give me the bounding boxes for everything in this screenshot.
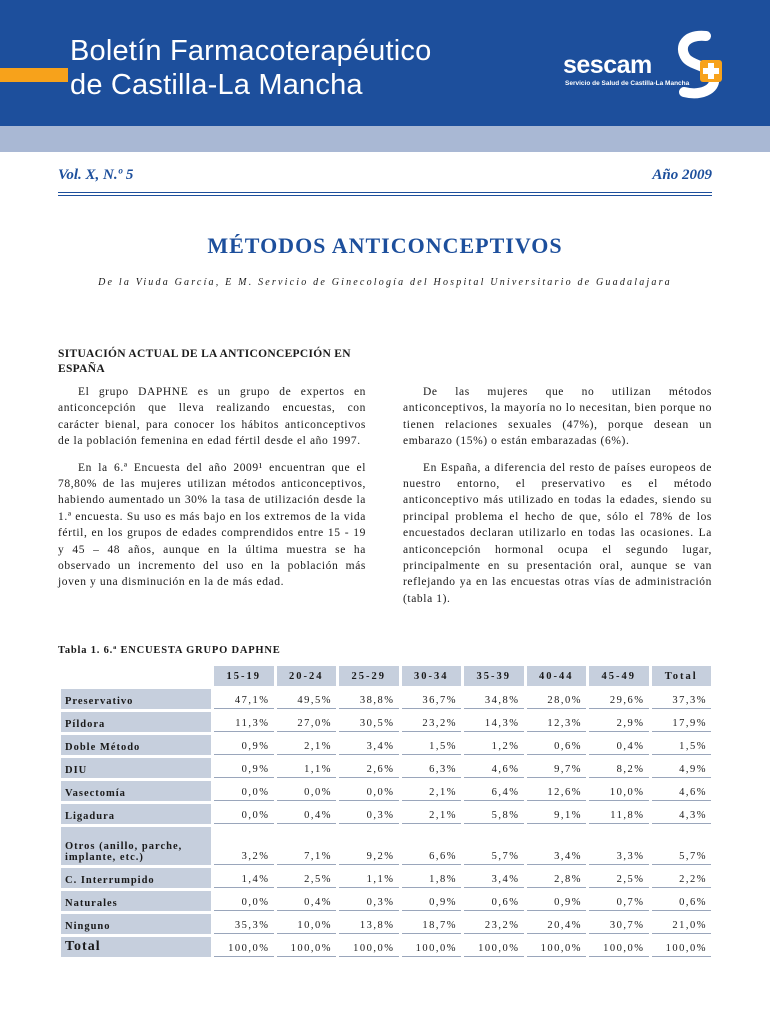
table-cell: 27,0% bbox=[277, 712, 337, 732]
row-label: Preservativo bbox=[61, 689, 211, 709]
table-cell: 12,3% bbox=[527, 712, 587, 732]
divider-top-second bbox=[58, 195, 712, 196]
table-cell: 100,0% bbox=[214, 937, 274, 957]
table-cell: 28,0% bbox=[527, 689, 587, 709]
column-header: 30-34 bbox=[402, 666, 462, 686]
table-cell: 0,0% bbox=[214, 804, 274, 824]
table-cell: 4,9% bbox=[652, 758, 712, 778]
table-row bbox=[61, 781, 711, 801]
column-header: 40-44 bbox=[527, 666, 587, 686]
table-cell: 12,6% bbox=[527, 781, 587, 801]
table-cell: 5,7% bbox=[652, 827, 712, 865]
table-cell: 9,1% bbox=[527, 804, 587, 824]
table-cell: 3,4% bbox=[527, 827, 587, 865]
table-cell: 35,3% bbox=[214, 914, 274, 934]
left-column bbox=[58, 384, 366, 601]
table-cell: 11,8% bbox=[589, 804, 649, 824]
header-accent-bar bbox=[0, 68, 68, 82]
table-cell: 4,6% bbox=[652, 781, 712, 801]
table-cell: 0,3% bbox=[339, 804, 399, 824]
row-label: DIU bbox=[61, 758, 211, 778]
table-cell: 2,6% bbox=[339, 758, 399, 778]
table-cell: 100,0% bbox=[339, 937, 399, 957]
table-cell: 0,6% bbox=[464, 891, 524, 911]
table-cell: 0,0% bbox=[277, 781, 337, 801]
table-cell: 0,0% bbox=[214, 891, 274, 911]
table-cell: 10,0% bbox=[589, 781, 649, 801]
divider-top bbox=[58, 192, 712, 193]
table-cell: 30,5% bbox=[339, 712, 399, 732]
table-row bbox=[61, 712, 711, 732]
table-row bbox=[61, 914, 711, 934]
table-cell: 47,1% bbox=[214, 689, 274, 709]
table-row bbox=[61, 891, 711, 911]
table-cell: 17,9% bbox=[652, 712, 712, 732]
table-cell: 23,2% bbox=[402, 712, 462, 732]
table-cell: 100,0% bbox=[589, 937, 649, 957]
table-cell: 36,7% bbox=[402, 689, 462, 709]
table-cell: 49,5% bbox=[277, 689, 337, 709]
header-band bbox=[0, 126, 770, 152]
table-cell: 23,2% bbox=[464, 914, 524, 934]
table-cell: 1,5% bbox=[402, 735, 462, 755]
table-cell: 38,8% bbox=[339, 689, 399, 709]
table-cell: 2,8% bbox=[527, 868, 587, 888]
row-label: Total bbox=[61, 937, 211, 957]
table-caption: Tabla 1. 6.ª ENCUESTA GRUPO DAPHNE bbox=[58, 645, 281, 656]
table-cell: 21,0% bbox=[652, 914, 712, 934]
table-cell: 4,3% bbox=[652, 804, 712, 824]
table-cell: 1,2% bbox=[464, 735, 524, 755]
table-cell: 13,8% bbox=[339, 914, 399, 934]
table-cell: 30,7% bbox=[589, 914, 649, 934]
table-cell: 6,6% bbox=[402, 827, 462, 865]
column-header: 15-19 bbox=[214, 666, 274, 686]
table-cell: 100,0% bbox=[277, 937, 337, 957]
paragraph: En España, a diferencia del resto de países europeos de nuestro entorno, el preservativo es el método anticonceptivo más utilizado en todas la edades, siendo su principal problema el hecho de que, sólo el 78% de los encuestados declaran utilizarlo en todas las ocasiones. La anticoncepción hormonal ocupa el segundo lugar, principalmente en su presentación oral, aunque se van reflejando ya en las encuestas otras vías de administración (tabla 1). bbox=[403, 461, 712, 605]
issue-volume: Vol. X, N.º 5 bbox=[58, 167, 134, 183]
row-label: Ligadura bbox=[61, 804, 211, 824]
paragraph: De las mujeres que no utilizan métodos anticonceptivos, la mayoría no lo necesitan, bien porque no tienen relaciones sexuales (47%), porque desean un embarazo (15%) o están embarazadas (6%). bbox=[403, 386, 712, 448]
table-cell: 7,1% bbox=[277, 827, 337, 865]
right-column bbox=[403, 384, 712, 617]
table-cell: 2,5% bbox=[277, 868, 337, 888]
row-label: Otros (anillo, parche, implante, etc.) bbox=[61, 827, 211, 865]
article-title: MÉTODOS ANTICONCEPTIVOS bbox=[207, 233, 563, 258]
table-cell: 100,0% bbox=[527, 937, 587, 957]
table-cell: 0,3% bbox=[339, 891, 399, 911]
table-cell: 0,6% bbox=[527, 735, 587, 755]
table-cell: 100,0% bbox=[652, 937, 712, 957]
row-label: Naturales bbox=[61, 891, 211, 911]
column-header: 35-39 bbox=[464, 666, 524, 686]
table-cell: 9,2% bbox=[339, 827, 399, 865]
table-row bbox=[61, 827, 711, 865]
table-cell: 34,8% bbox=[464, 689, 524, 709]
table-corner-cell bbox=[61, 666, 211, 686]
table-cell: 0,9% bbox=[402, 891, 462, 911]
table-cell: 0,6% bbox=[652, 891, 712, 911]
table-cell: 2,5% bbox=[589, 868, 649, 888]
table-cell: 14,3% bbox=[464, 712, 524, 732]
row-label: C. Interrumpido bbox=[61, 868, 211, 888]
table-cell: 2,2% bbox=[652, 868, 712, 888]
table-cell: 5,7% bbox=[464, 827, 524, 865]
table-cell: 0,9% bbox=[214, 735, 274, 755]
table-cell: 3,4% bbox=[339, 735, 399, 755]
table-cell: 0,7% bbox=[589, 891, 649, 911]
sescam-logo-subtitle: Servicio de Salud de Castilla-La Mancha bbox=[565, 80, 690, 87]
table-cell: 10,0% bbox=[277, 914, 337, 934]
table-row bbox=[61, 804, 711, 824]
table-cell: 6,4% bbox=[464, 781, 524, 801]
table-cell: 1,4% bbox=[214, 868, 274, 888]
table-cell: 5,8% bbox=[464, 804, 524, 824]
column-header: 25-29 bbox=[339, 666, 399, 686]
table-row bbox=[61, 937, 711, 957]
table-cell: 100,0% bbox=[402, 937, 462, 957]
table-row bbox=[61, 868, 711, 888]
table-header-row bbox=[61, 666, 711, 686]
table-cell: 2,1% bbox=[277, 735, 337, 755]
row-label: Ninguno bbox=[61, 914, 211, 934]
column-header: Total bbox=[652, 666, 712, 686]
table-cell: 0,0% bbox=[339, 781, 399, 801]
table-cell: 4,6% bbox=[464, 758, 524, 778]
table-cell: 2,9% bbox=[589, 712, 649, 732]
table-cell: 0,9% bbox=[214, 758, 274, 778]
bulletin-title bbox=[70, 34, 431, 102]
table-cell: 0,4% bbox=[277, 891, 337, 911]
table-cell: 100,0% bbox=[464, 937, 524, 957]
table-cell: 3,3% bbox=[589, 827, 649, 865]
table-row bbox=[61, 735, 711, 755]
table-cell: 0,4% bbox=[589, 735, 649, 755]
table-row bbox=[61, 689, 711, 709]
table-cell: 37,3% bbox=[652, 689, 712, 709]
table-cell: 11,3% bbox=[214, 712, 274, 732]
table-cell: 0,4% bbox=[277, 804, 337, 824]
table-cell: 1,5% bbox=[652, 735, 712, 755]
row-label: Doble Método bbox=[61, 735, 211, 755]
sescam-logo-icon bbox=[672, 30, 728, 102]
article-authors: De la Viuda García, E M. Servicio de Ginecología del Hospital Universitario de Guadalajara bbox=[98, 277, 672, 288]
table-cell: 18,7% bbox=[402, 914, 462, 934]
header-banner bbox=[0, 0, 770, 148]
bulletin-title-line1: Boletín Farmacoterapéutico bbox=[70, 35, 432, 67]
table-cell: 3,4% bbox=[464, 868, 524, 888]
column-header: 20-24 bbox=[277, 666, 337, 686]
table-cell: 2,1% bbox=[402, 804, 462, 824]
section-heading: SITUACIÓN ACTUAL DE LA ANTICONCEPCIÓN EN ESPAÑA bbox=[58, 348, 351, 375]
table-cell: 1,1% bbox=[277, 758, 337, 778]
table-cell: 9,7% bbox=[527, 758, 587, 778]
paragraph: El grupo DAPHNE es un grupo de expertos en anticoncepción que lleva realizando encuestas, con carácter bienal, para conocer los hábitos anticonceptivos de la población femenina en edad fértil desde el año 1997. bbox=[58, 386, 366, 448]
column-header: 45-49 bbox=[589, 666, 649, 686]
daphne-survey-table bbox=[58, 663, 714, 960]
table-row bbox=[61, 758, 711, 778]
table-cell: 1,8% bbox=[402, 868, 462, 888]
table-cell: 20,4% bbox=[527, 914, 587, 934]
bulletin-title-line2: de Castilla-La Mancha bbox=[70, 69, 363, 101]
row-label: Vasectomía bbox=[61, 781, 211, 801]
table-cell: 6,3% bbox=[402, 758, 462, 778]
table-cell: 0,0% bbox=[214, 781, 274, 801]
issue-year: Año 2009 bbox=[652, 167, 712, 183]
table-cell: 1,1% bbox=[339, 868, 399, 888]
sescam-logo-text: sescam bbox=[563, 51, 652, 79]
table-cell: 2,1% bbox=[402, 781, 462, 801]
row-label: Píldora bbox=[61, 712, 211, 732]
table-cell: 0,9% bbox=[527, 891, 587, 911]
table-cell: 3,2% bbox=[214, 827, 274, 865]
table-cell: 8,2% bbox=[589, 758, 649, 778]
paragraph: En la 6.ª Encuesta del año 2009¹ encuentran que el 78,80% de las mujeres utilizan métodos anticonceptivos, habiendo aumentado un 30% la tasa de utilización desde la 1.ª encuesta. Su uso es más bajo en los extremos de la vida fértil, en los grupos de edades comprendidos entre 15 - 19 y 45 – 48 años, aunque en la última muestra se ha observado un incremento del uso en la población más joven y una disminución en la de más edad. bbox=[58, 461, 366, 589]
table-cell: 29,6% bbox=[589, 689, 649, 709]
